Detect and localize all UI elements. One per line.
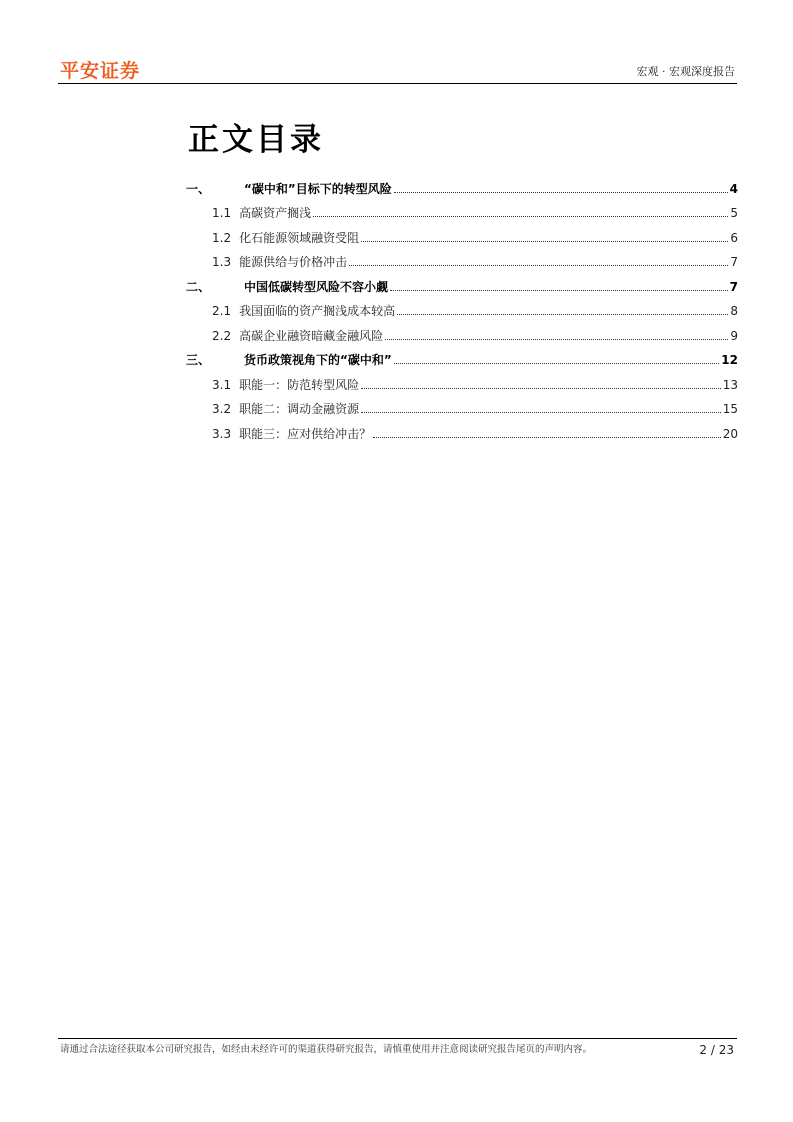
page-number: 2 / 23 [699, 1043, 734, 1057]
toc-entry[interactable] [186, 246, 738, 271]
toc-leader-dots [394, 191, 728, 193]
toc-entry-number: 一、 [186, 181, 211, 196]
toc-entry-page: 15 [722, 402, 738, 416]
toc-leader-dots [390, 289, 728, 291]
toc-entry-number: 三、 [186, 353, 211, 367]
toc-entry-page: 5 [730, 206, 738, 220]
toc-entry-page: 7 [730, 255, 738, 269]
toc-leader-dots [385, 338, 728, 340]
toc-entry[interactable] [186, 393, 738, 418]
toc-entry-label: 职能三：应对供给冲击？ [239, 426, 372, 441]
toc-leader-dots [361, 240, 728, 242]
footer-disclaimer: 请通过合法途径获取本公司研究报告，如经由未经许可的渠道获得研究报告，请慎重使用并注意阅读研究报告尾页的声明内容。 [60, 1044, 593, 1055]
toc-entry-number: 3.3 [212, 426, 232, 441]
toc-entry-label: 高碳企业融资暗藏金融风险 [239, 328, 384, 343]
toc-leader-dots [361, 411, 721, 413]
toc-entry-number: 2.1 [212, 304, 232, 318]
toc-entry-number: 2.2 [212, 328, 232, 343]
toc-entry-label: 我国面临的资产搁浅成本较高 [239, 304, 396, 318]
toc-entry-page: 13 [722, 377, 738, 392]
toc-leader-dots [349, 264, 728, 266]
toc-entry[interactable] [186, 221, 738, 246]
toc-entry[interactable] [186, 197, 738, 222]
toc-entry-number: 1.2 [212, 230, 232, 245]
toc-leader-dots [361, 387, 721, 389]
toc-entry-label: 职能二：调动金融资源 [239, 402, 360, 416]
toc-entry-page: 12 [721, 353, 738, 367]
toc-entry-number: 1.3 [212, 255, 232, 269]
toc-entry-page: 9 [730, 328, 738, 343]
toc-entry-page: 6 [730, 230, 738, 245]
toc-entry-label: 货币政策视角下的“碳中和” [244, 353, 392, 367]
toc-entry-page: 4 [729, 181, 738, 196]
toc-entry[interactable] [186, 344, 738, 369]
toc-entry-label: “碳中和”目标下的转型风险 [244, 181, 392, 196]
toc-entry-label: 能源供给与价格冲击 [239, 255, 348, 269]
toc-entry-label: 高碳资产搁浅 [239, 206, 312, 220]
toc-entry-number: 3.1 [212, 377, 232, 392]
footer-divider [58, 1038, 737, 1039]
toc-entry[interactable] [186, 270, 738, 295]
header-divider [58, 83, 737, 84]
toc-leader-dots [373, 436, 721, 438]
toc-entry-page: 20 [722, 426, 738, 441]
page-title: 正文目录 [188, 122, 324, 158]
toc-leader-dots [394, 362, 720, 364]
toc-entry-page: 8 [730, 304, 738, 318]
toc-leader-dots [397, 313, 728, 315]
toc-entry-label: 化石能源领域融资受阻 [239, 230, 360, 245]
toc-entry[interactable] [186, 319, 738, 344]
report-type: 宏观 · 宏观深度报告 [636, 65, 735, 78]
toc-entry-label: 职能一：防范转型风险 [239, 377, 360, 392]
toc-entry[interactable] [186, 295, 738, 320]
table-of-contents [186, 172, 738, 442]
toc-entry[interactable] [186, 368, 738, 393]
toc-entry-number: 3.2 [212, 402, 232, 416]
toc-entry-page: 7 [729, 279, 738, 294]
toc-entry[interactable] [186, 417, 738, 442]
toc-entry[interactable] [186, 172, 738, 197]
company-logo: 平安证券 [60, 60, 141, 82]
toc-entry-number: 二、 [186, 279, 211, 294]
toc-leader-dots [313, 215, 728, 217]
toc-entry-number: 1.1 [212, 206, 232, 220]
toc-entry-label: 中国低碳转型风险不容小觑 [244, 279, 389, 294]
